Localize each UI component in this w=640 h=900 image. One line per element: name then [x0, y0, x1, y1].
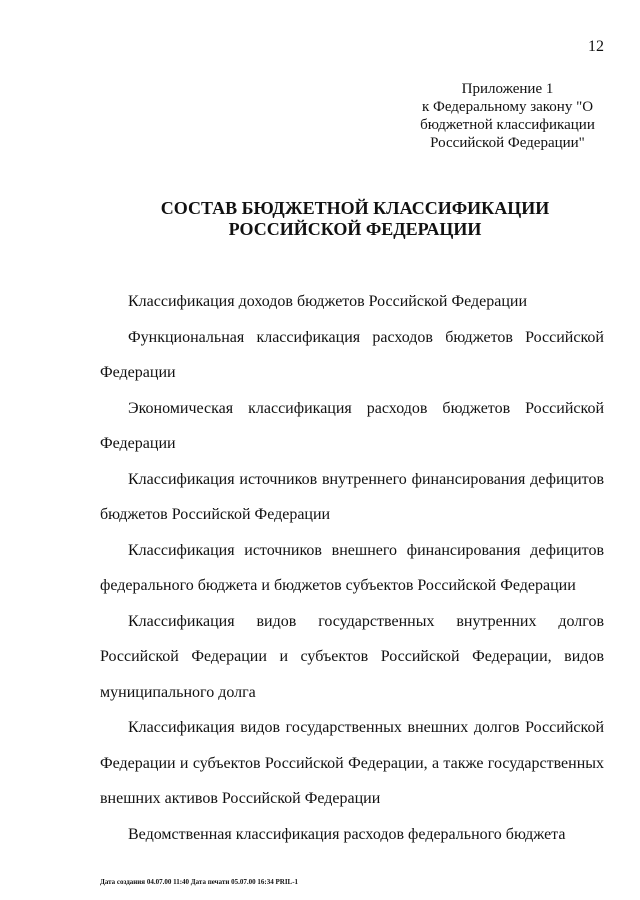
- document-title: [0, 198, 640, 240]
- classification-item: Функциональная классификация расходов бюджетов Российской Федерации: [100, 328, 604, 381]
- appendix-line: Российской Федерации": [430, 135, 585, 151]
- classification-item: Ведомственная классификация расходов федерального бюджета: [128, 825, 566, 843]
- classification-item: Экономическая классификация расходов бюджетов Российской Федерации: [100, 399, 604, 452]
- classification-item: Классификация видов государственных внутренних долгов Российской Федерации и субъектов Российской Федерации, видов муниципального долга: [100, 612, 604, 701]
- classification-item: Классификация источников внутреннего финансирования дефицитов бюджетов Российской Федерации: [100, 470, 604, 523]
- classification-list: [100, 284, 604, 852]
- classification-item: Классификация доходов бюджетов Российской Федерации: [128, 293, 528, 310]
- appendix-line: к Федеральному закону "О: [421, 99, 594, 115]
- page-number: 12: [588, 38, 604, 55]
- title-line: СОСТАВ БЮДЖЕТНОЙ КЛАССИФИКАЦИИ: [160, 198, 550, 218]
- title-line: РОССИЙСКОЙ ФЕДЕРАЦИИ: [228, 219, 482, 239]
- appendix-line: Приложение 1: [461, 81, 554, 97]
- print-footer: Дата создания 04.07.00 11:40 Дата печати 05.07.00 16:34 PRIL-1: [100, 878, 299, 886]
- classification-item: Классификация видов государственных внешних долгов Российской Федерации и субъектов Российской Федерации, а также государственных внешних активов Российской Федерации: [100, 719, 604, 807]
- classification-item: Классификация источников внешнего финансирования дефицитов федерального бюджета и бюджетов субъектов Российской Федерации: [100, 541, 604, 594]
- appendix-reference: [400, 80, 615, 152]
- appendix-line: бюджетной классификации: [420, 117, 595, 133]
